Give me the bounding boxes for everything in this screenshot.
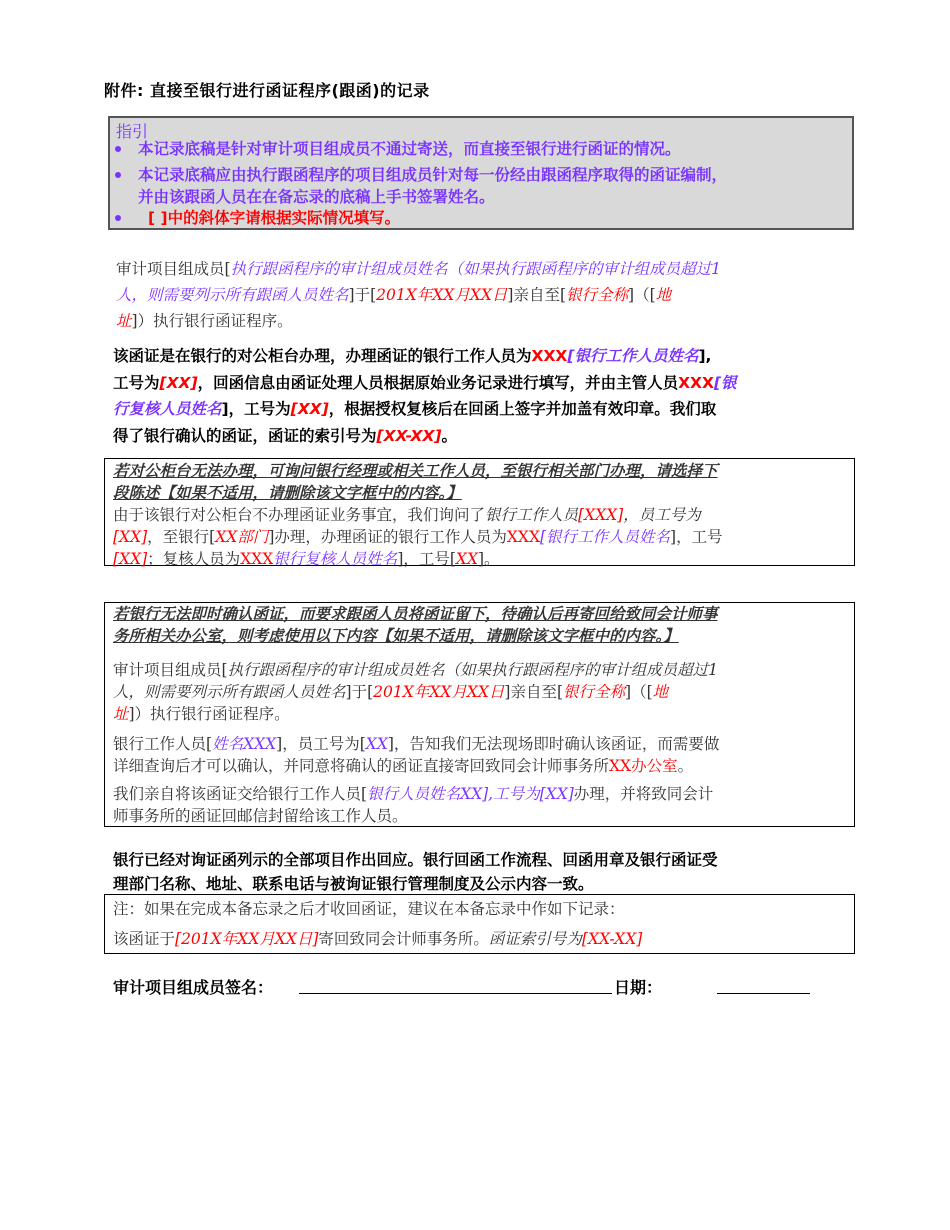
page-title: 附件: 直接至银行进行函证程序(跟函)的记录 (104, 81, 430, 100)
guidance-box: 指引 本记录底稿是针对审计项目组成员不通过寄送，而直接至银行进行函证的情况。 本记录底稿应由执行跟函程序的项目组成员针对每一份经由跟函程序取得的函证编制， 并由该跟函人员在在备忘录的底稿上手书签署姓名。 [ ]中的斜体字请根据实际情况填写。 (108, 116, 854, 230)
note-line-1: 注：如果在完成本备忘录之后才收回函证，建议在本备忘录中作如下记录： (113, 900, 625, 918)
signature-label: 审计项目组成员签名： (113, 978, 274, 997)
date-line[interactable] (717, 993, 810, 994)
deferred-para-2: 银行工作人员[姓名XXX]，员工号为[XX]，告知我们无法现场即时确认该函证，而需要做 详细查询后才可以确认，并同意将确认的函证直接寄回致同会计师事务所XX办公室。 (113, 735, 720, 775)
signature-line[interactable] (299, 993, 612, 994)
note-line-2: 该函证于[201X年XX月XX日]寄回致同会计师事务所。函证索引号为[XX-XX] (113, 930, 643, 948)
counter-paragraph: 该函证是在银行的对公柜台办理，办理函证的银行工作人员为XXX[银行工作人员姓名], 工号为[XX]，回函信息由函证处理人员根据原始业务记录进行填写，并由主管人员XXX[银 行复核人员姓名]，工号为[XX]，根据授权复核后在回函上签字并加盖有效印章。我们取 得了银行确认的函证，函证的索引号为[XX-XX]。 (113, 347, 737, 445)
deferred-para-3: 我们亲自将该函证交给银行工作人员[银行人员姓名XX],工号为[XX]办理，并将致同会计 师事务所的函证回邮信封留给该工作人员。 (113, 785, 714, 825)
guidance-heading: 指引 (116, 122, 149, 141)
date-label: 日期： (614, 978, 663, 997)
deferred-confirmation-box (104, 602, 855, 827)
alt-counter-heading: 若对公柜台无法办理，可询问银行经理或相关工作人员，至银行相关部门办理，请选择下 段陈述【如果不适用，请删除该文字框中的内容。】 (113, 462, 718, 502)
note-box (104, 894, 855, 954)
bullet-icon (115, 172, 121, 178)
bank-response-paragraph: 银行已经对询证函列示的全部项目作出回应。银行回函工作流程、回函用章及银行函证受 理部门名称、地址、联系电话与被询证银行管理制度及公示内容一致。 (113, 851, 718, 893)
alt-counter-box (104, 458, 855, 566)
alt-counter-body: 由于该银行对公柜台不办理函证业务事宜，我们询问了银行工作人员[XXX]，员工号为 [XX]，至银行[XX部门]办理，办理函证的银行工作人员为XXX[银行工作人员姓名]，工号 [XX]；复核人员为XXX银行复核人员姓名]，工号[XX]。 (113, 506, 723, 568)
deferred-heading: 若银行无法即时确认函证，而要求跟函人员将函证留下，待确认后再寄回给致同会计师事 务所相关办公室，则考虑使用以下内容【如果不适用，请删除该文字框中的内容。】 (113, 604, 718, 645)
deferred-para-1: 审计项目组成员[执行跟函程序的审计组成员姓名（如果执行跟函程序的审计组成员超过1 人，则需要列示所有跟函人员姓名]于[201X年XX月XX日]亲自至[银行全称]（[地 址]）执行银行函证程序。 (113, 661, 718, 723)
procedure-paragraph: 审计项目组成员[执行跟函程序的审计组成员姓名（如果执行跟函程序的审计组成员超过1 人，则需要列示所有跟函人员姓名]于[201X年XX月XX日]亲自至[银行全称]（[地 址]）执行银行函证程序。 (116, 260, 721, 330)
bullet-icon (115, 146, 121, 152)
bullet-icon (115, 215, 121, 221)
